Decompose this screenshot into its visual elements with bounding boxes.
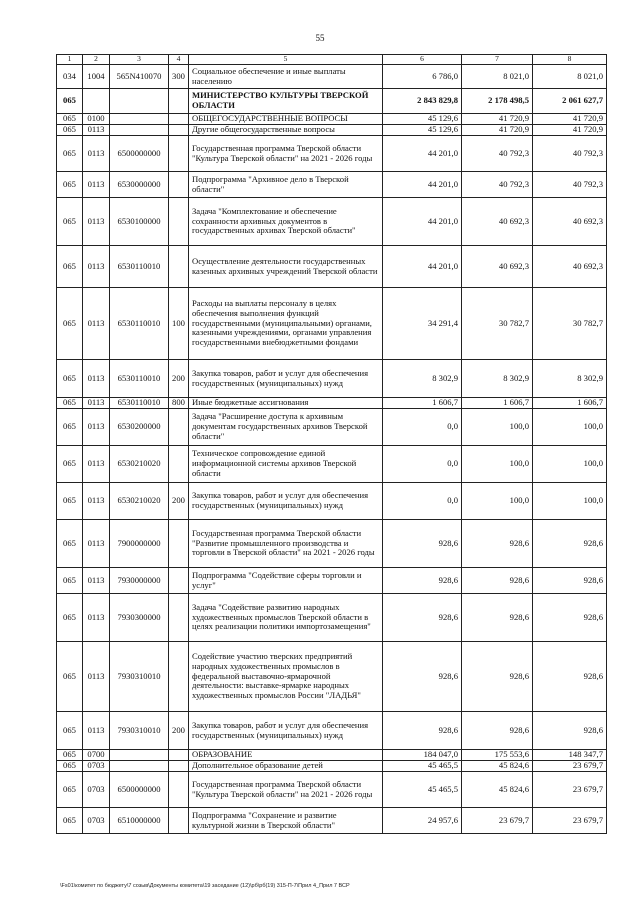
col-value-2022: 23 679,7 [462,808,533,834]
col-target-article: 6500000000 [110,136,169,172]
col-name: Осуществление деятельности государственных казенных архивных учреждений Тверской области [189,246,383,288]
table-row [57,288,607,360]
col-value-2022: 40 792,3 [462,136,533,172]
col-value-2023: 1 606,7 [533,398,607,409]
col-target-article: 7930000000 [110,568,169,594]
col-name: Социальное обеспечение и иные выплаты населению [189,65,383,89]
col-value-2022: 175 553,6 [462,750,533,761]
col-name: Закупка товаров, работ и услуг для обеспечения государственных (муниципальных) нужд [189,360,383,398]
col-expense-type: 100 [169,288,189,360]
col-expense-type: 800 [169,398,189,409]
col-expense-type [169,198,189,246]
header-col-2: 2 [83,55,110,65]
col-code-admin: 065 [57,446,83,483]
col-target-article: 6530200000 [110,409,169,446]
col-section: 0113 [83,172,110,198]
col-expense-type [169,642,189,712]
col-value-2021: 45 129,6 [383,114,462,125]
col-value-2022: 30 782,7 [462,288,533,360]
table-row [57,712,607,750]
col-target-article: 7930310010 [110,712,169,750]
col-name: Закупка товаров, работ и услуг для обеспечения государственных (муниципальных) нужд [189,483,383,520]
col-name: Дополнительное образование детей [189,761,383,772]
col-target-article: 6530000000 [110,172,169,198]
col-value-2021: 1 606,7 [383,398,462,409]
col-name: Расходы на выплаты персоналу в целях обеспечения выполнения функций государственными (муниципальными) органами, казенными учреждениями, органами управления государственными внебюджетными фондами [189,288,383,360]
table-row [57,568,607,594]
col-target-article: 7930310010 [110,642,169,712]
header-col-3: 3 [110,55,169,65]
table-row [57,246,607,288]
budget-table [56,54,607,834]
col-code-admin: 065 [57,409,83,446]
col-expense-type [169,136,189,172]
col-value-2022: 41 720,9 [462,125,533,136]
col-section: 0113 [83,288,110,360]
col-value-2023: 2 061 627,7 [533,89,607,114]
col-value-2022: 1 606,7 [462,398,533,409]
col-code-admin: 065 [57,136,83,172]
col-value-2023: 100,0 [533,446,607,483]
col-section: 0703 [83,761,110,772]
col-value-2022: 928,6 [462,594,533,642]
table-row [57,114,607,125]
col-value-2021: 928,6 [383,520,462,568]
col-code-admin: 034 [57,65,83,89]
col-value-2022: 928,6 [462,642,533,712]
table-row [57,172,607,198]
table-row [57,808,607,834]
col-value-2021: 45 465,5 [383,772,462,808]
col-value-2021: 24 957,6 [383,808,462,834]
header-col-6: 6 [383,55,462,65]
col-value-2021: 928,6 [383,642,462,712]
col-name: Другие общегосударственные вопросы [189,125,383,136]
col-section: 0113 [83,483,110,520]
col-expense-type [169,772,189,808]
col-name: Задача "Расширение доступа к архивным документам государственных архивов Тверской области" [189,409,383,446]
table-row [57,136,607,172]
col-name: Задача "Содействие развитию народных художественных промыслов Тверской области в целях реализации политики импортозамещения" [189,594,383,642]
col-name: Закупка товаров, работ и услуг для обеспечения государственных (муниципальных) нужд [189,712,383,750]
col-section: 0113 [83,198,110,246]
col-value-2022: 8 302,9 [462,360,533,398]
col-value-2022: 8 021,0 [462,65,533,89]
col-section: 0113 [83,446,110,483]
col-name: Задача "Комплектование и обеспечение сохранности архивных документов в государственных архивах Тверской области" [189,198,383,246]
col-name: Государственная программа Тверской области "Культура Тверской области" на 2021 - 2026 годы [189,136,383,172]
col-value-2023: 148 347,7 [533,750,607,761]
table-row [57,446,607,483]
header-col-8: 8 [533,55,607,65]
col-name: Техническое сопровождение единой информационной системы архивов Тверской области [189,446,383,483]
table-row [57,594,607,642]
col-target-article: 6500000000 [110,772,169,808]
col-expense-type [169,761,189,772]
table-row [57,761,607,772]
col-code-admin: 065 [57,198,83,246]
col-value-2021: 0,0 [383,409,462,446]
table-row [57,520,607,568]
col-expense-type [169,594,189,642]
col-value-2021: 0,0 [383,446,462,483]
col-code-admin: 065 [57,288,83,360]
col-value-2023: 40 792,3 [533,136,607,172]
col-value-2022: 928,6 [462,520,533,568]
col-value-2023: 30 782,7 [533,288,607,360]
col-name: Иные бюджетные ассигнования [189,398,383,409]
col-value-2022: 928,6 [462,712,533,750]
col-target-article [110,89,169,114]
col-expense-type [169,520,189,568]
col-section: 0113 [83,594,110,642]
table-row [57,125,607,136]
col-expense-type [169,808,189,834]
col-value-2023: 100,0 [533,483,607,520]
col-value-2021: 928,6 [383,712,462,750]
col-value-2023: 928,6 [533,568,607,594]
col-section: 0113 [83,712,110,750]
col-value-2022: 40 792,3 [462,172,533,198]
col-value-2021: 928,6 [383,568,462,594]
table-row [57,409,607,446]
col-value-2021: 8 302,9 [383,360,462,398]
col-value-2021: 44 201,0 [383,246,462,288]
col-name: Подпрограмма "Сохранение и развитие культурной жизни в Тверской области" [189,808,383,834]
header-col-4: 4 [169,55,189,65]
header-row [57,55,607,65]
table-row [57,89,607,114]
table-row [57,750,607,761]
col-value-2022: 45 824,6 [462,761,533,772]
col-value-2023: 40 692,3 [533,246,607,288]
table-row [57,483,607,520]
col-section: 0703 [83,808,110,834]
col-value-2022: 100,0 [462,446,533,483]
col-section: 0100 [83,114,110,125]
col-code-admin: 065 [57,520,83,568]
col-code-admin: 065 [57,246,83,288]
table-body [57,65,607,834]
col-value-2023: 8 021,0 [533,65,607,89]
col-value-2022: 2 178 498,5 [462,89,533,114]
file-path-footer: \Fs01\комитет по бюджету\7 созыв\Документы комитета\19 заседание (12)\рб\рб(19) 315-П-7\Прил 4_Прил 7 ВСР [60,883,350,889]
col-target-article: 6530110010 [110,398,169,409]
col-section: 0113 [83,246,110,288]
col-value-2022: 40 692,3 [462,246,533,288]
col-expense-type [169,568,189,594]
col-expense-type [169,125,189,136]
col-value-2022: 100,0 [462,483,533,520]
col-value-2023: 8 302,9 [533,360,607,398]
table-row [57,772,607,808]
col-name: МИНИСТЕРСТВО КУЛЬТУРЫ ТВЕРСКОЙ ОБЛАСТИ [189,89,383,114]
col-target-article: 6530210020 [110,483,169,520]
col-value-2023: 100,0 [533,409,607,446]
table-row [57,65,607,89]
col-code-admin: 065 [57,89,83,114]
col-section: 0113 [83,409,110,446]
col-code-admin: 065 [57,125,83,136]
header-col-1: 1 [57,55,83,65]
col-target-article: 6530210020 [110,446,169,483]
col-value-2022: 40 692,3 [462,198,533,246]
col-code-admin: 065 [57,483,83,520]
table-row [57,360,607,398]
col-value-2021: 34 291,4 [383,288,462,360]
col-section [83,89,110,114]
col-code-admin: 065 [57,568,83,594]
header-col-5: 5 [189,55,383,65]
col-target-article: 6530110010 [110,360,169,398]
col-value-2021: 44 201,0 [383,198,462,246]
col-section: 0703 [83,772,110,808]
col-code-admin: 065 [57,172,83,198]
table-row [57,398,607,409]
col-code-admin: 065 [57,114,83,125]
col-name: Содействие участию тверских предприятий народных художественных промыслов в федеральной выставочно-ярмарочной деятельности: выставке-ярмарке народных художественных промыслов России "ЛАДЬЯ" [189,642,383,712]
col-code-admin: 065 [57,761,83,772]
col-expense-type [169,750,189,761]
col-target-article [110,761,169,772]
col-code-admin: 065 [57,750,83,761]
col-value-2023: 928,6 [533,520,607,568]
col-value-2021: 928,6 [383,594,462,642]
col-value-2021: 45 465,5 [383,761,462,772]
col-value-2023: 40 792,3 [533,172,607,198]
col-section: 0113 [83,125,110,136]
col-section: 1004 [83,65,110,89]
col-section: 0113 [83,398,110,409]
col-target-article: 565N410070 [110,65,169,89]
col-section: 0113 [83,642,110,712]
col-value-2021: 6 786,0 [383,65,462,89]
col-expense-type [169,446,189,483]
col-expense-type [169,409,189,446]
col-name: Подпрограмма "Содействие сферы торговли и услуг" [189,568,383,594]
col-value-2023: 41 720,9 [533,125,607,136]
col-name: Подпрограмма "Архивное дело в Тверской области" [189,172,383,198]
col-value-2022: 928,6 [462,568,533,594]
col-value-2021: 2 843 829,8 [383,89,462,114]
col-section: 0113 [83,136,110,172]
col-value-2023: 41 720,9 [533,114,607,125]
col-value-2023: 23 679,7 [533,772,607,808]
col-target-article [110,125,169,136]
col-section: 0113 [83,568,110,594]
col-target-article: 6510000000 [110,808,169,834]
col-target-article [110,750,169,761]
col-expense-type [169,172,189,198]
col-section: 0113 [83,360,110,398]
col-name: ОБЩЕГОСУДАРСТВЕННЫЕ ВОПРОСЫ [189,114,383,125]
col-target-article: 6530100000 [110,198,169,246]
col-section: 0113 [83,520,110,568]
col-name: ОБРАЗОВАНИЕ [189,750,383,761]
col-target-article: 7900000000 [110,520,169,568]
col-expense-type: 300 [169,65,189,89]
col-name: Государственная программа Тверской области "Развитие промышленного производства и торговли в Тверской области" на 2021 - 2026 годы [189,520,383,568]
col-value-2022: 41 720,9 [462,114,533,125]
col-value-2021: 184 047,0 [383,750,462,761]
col-value-2021: 0,0 [383,483,462,520]
col-target-article [110,114,169,125]
col-target-article: 6530110010 [110,288,169,360]
col-value-2022: 100,0 [462,409,533,446]
table-row [57,642,607,712]
page-number: 55 [315,33,325,43]
col-code-admin: 065 [57,712,83,750]
col-expense-type [169,89,189,114]
header-col-7: 7 [462,55,533,65]
col-target-article: 6530110010 [110,246,169,288]
col-target-article: 7930300000 [110,594,169,642]
col-code-admin: 065 [57,772,83,808]
col-code-admin: 065 [57,594,83,642]
col-expense-type [169,114,189,125]
col-section: 0700 [83,750,110,761]
col-expense-type [169,246,189,288]
col-value-2023: 928,6 [533,642,607,712]
col-expense-type: 200 [169,712,189,750]
col-value-2022: 45 824,6 [462,772,533,808]
col-value-2021: 44 201,0 [383,136,462,172]
table-row [57,198,607,246]
col-code-admin: 065 [57,398,83,409]
col-value-2023: 928,6 [533,712,607,750]
col-value-2023: 23 679,7 [533,808,607,834]
col-code-admin: 065 [57,808,83,834]
col-value-2023: 928,6 [533,594,607,642]
col-name: Государственная программа Тверской области "Культура Тверской области" на 2021 - 2026 годы [189,772,383,808]
col-value-2023: 23 679,7 [533,761,607,772]
col-value-2021: 45 129,6 [383,125,462,136]
col-expense-type: 200 [169,360,189,398]
col-value-2023: 40 692,3 [533,198,607,246]
col-expense-type: 200 [169,483,189,520]
col-code-admin: 065 [57,642,83,712]
col-code-admin: 065 [57,360,83,398]
col-value-2021: 44 201,0 [383,172,462,198]
